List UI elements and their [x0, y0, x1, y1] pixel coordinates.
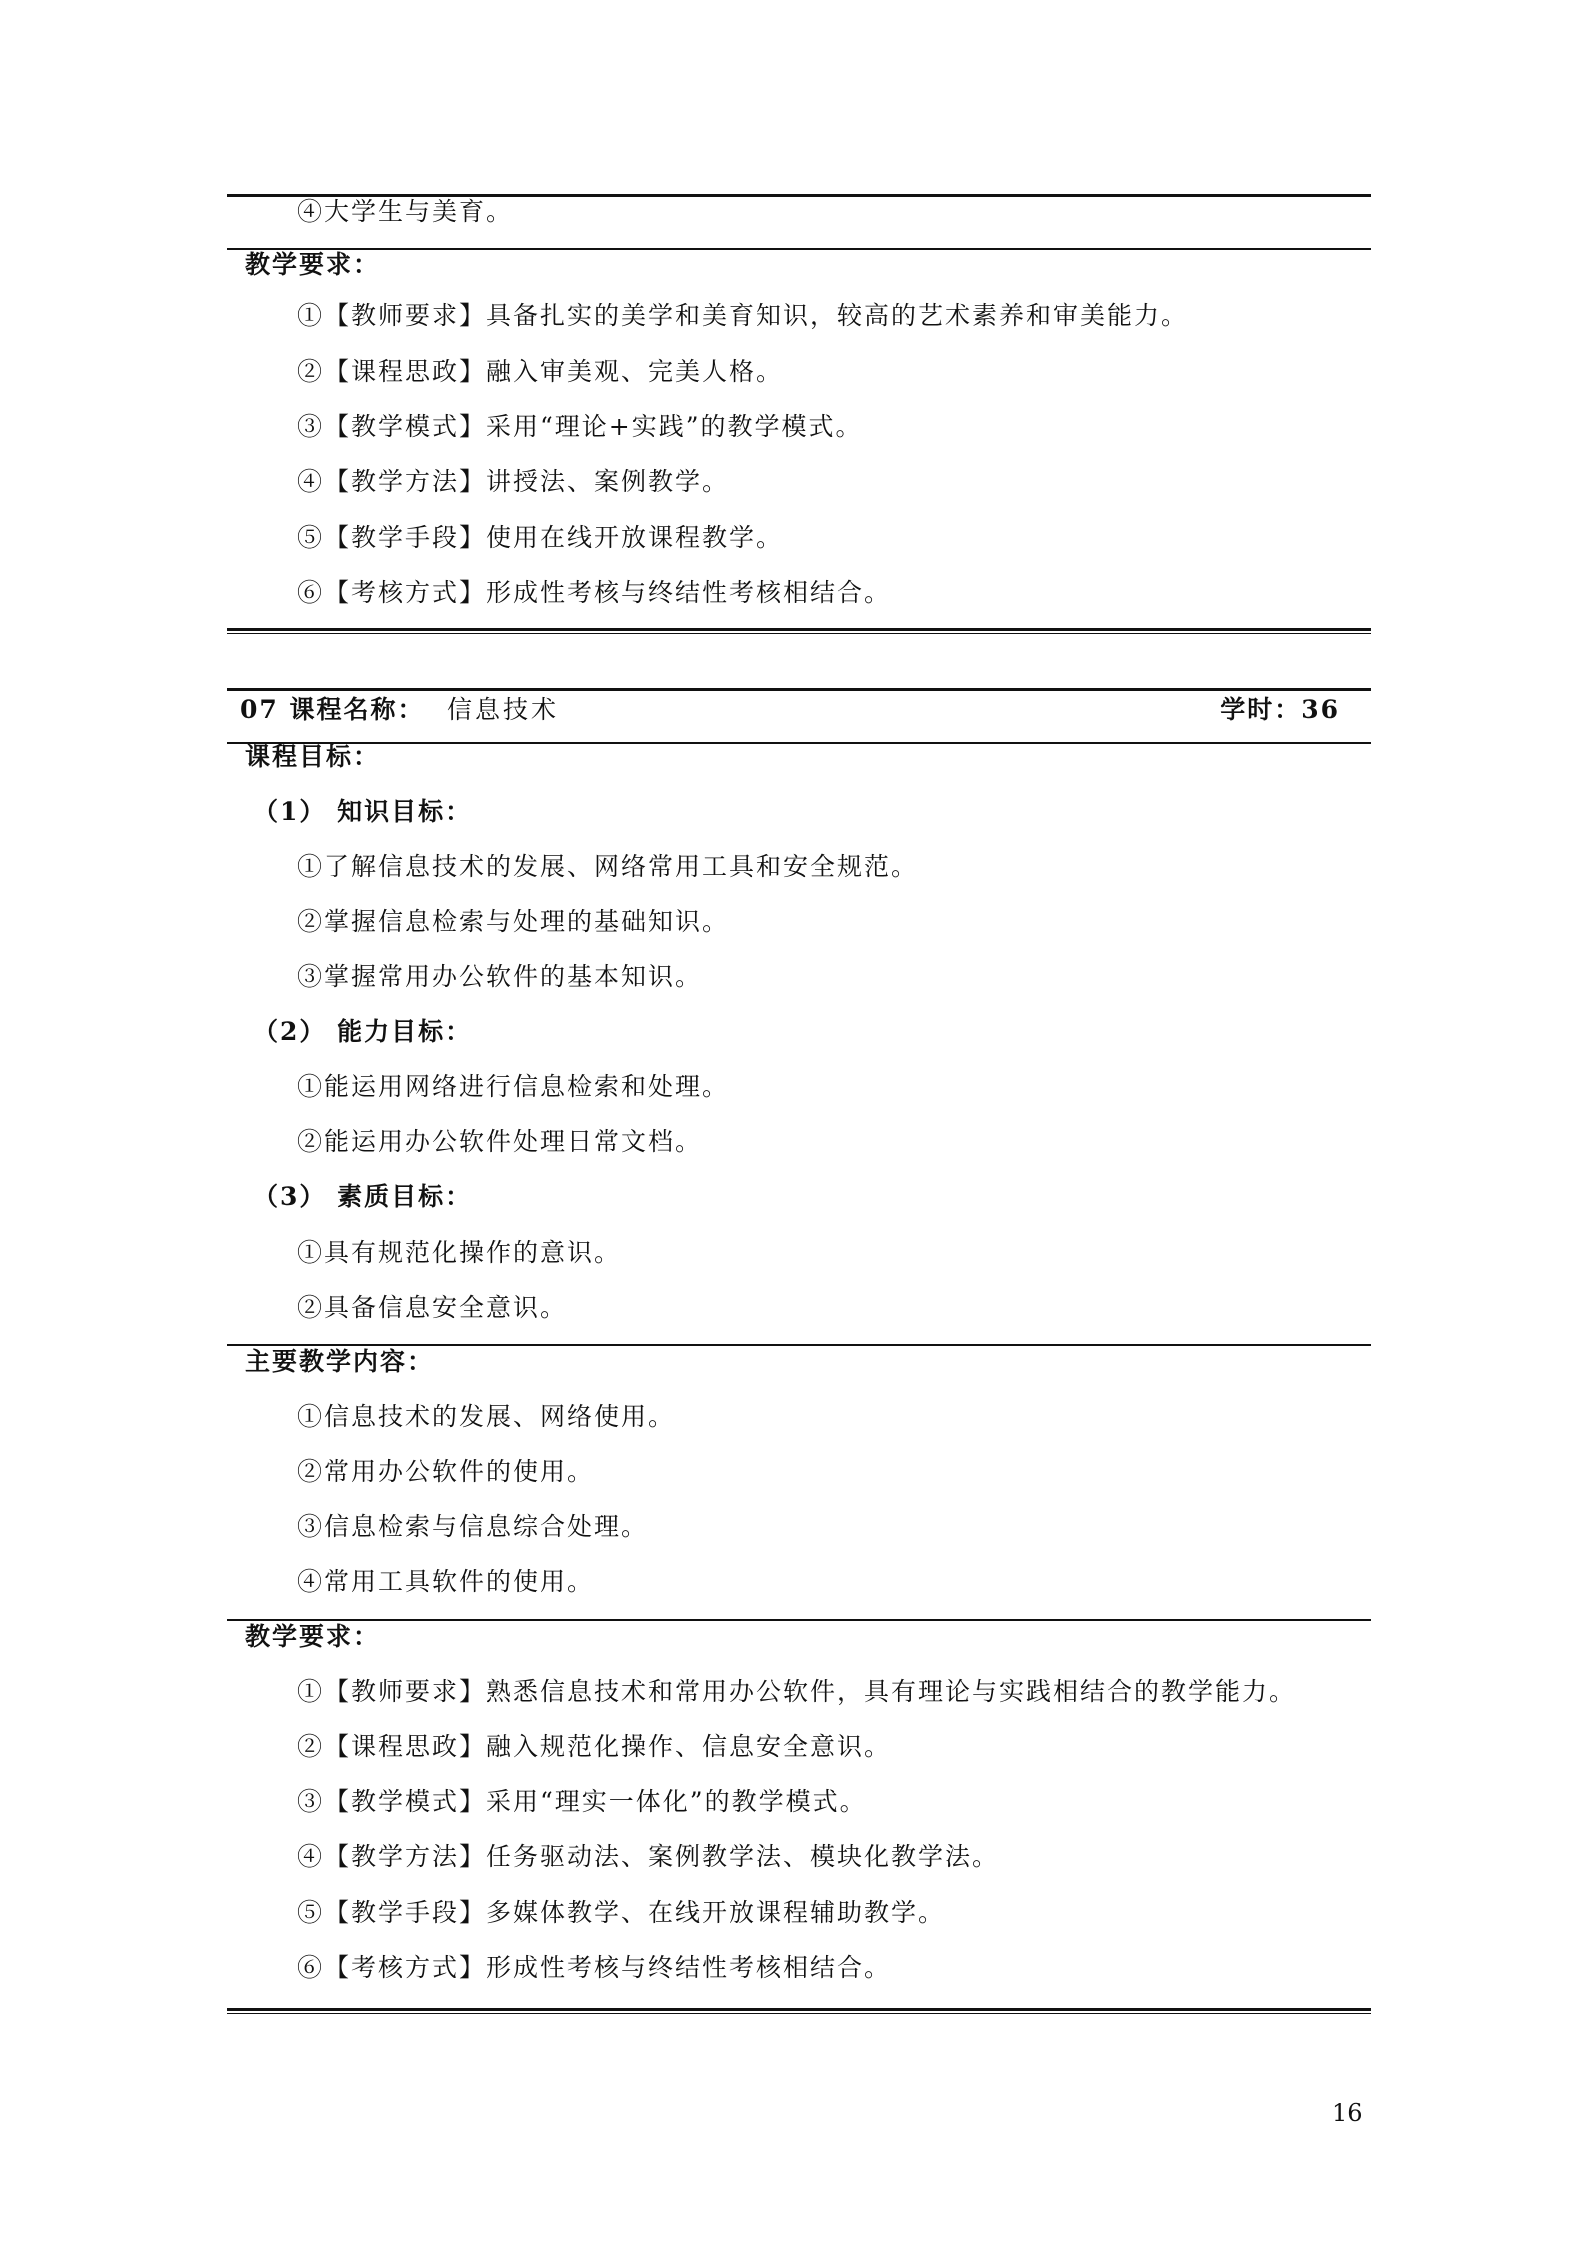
knowledge-goal-title: （1） 知识目标： — [253, 797, 473, 826]
quality-goal-item: ①具有规范化操作的意识。 — [297, 1238, 622, 1267]
requirement-item: ①【教师要求】熟悉信息技术和常用办公软件，具有理论与实践相结合的教学能力。 — [297, 1677, 1297, 1706]
quality-goal-title: （3） 素质目标： — [253, 1182, 473, 1211]
prev-requirement-item: ②【课程思政】融入审美观、完美人格。 — [297, 357, 784, 386]
requirements-title: 教学要求： — [245, 1622, 381, 1651]
content-item: ③信息检索与信息综合处理。 — [297, 1512, 649, 1541]
prev-requirement-item: ⑥【考核方式】形成性考核与终结性考核相结合。 — [297, 578, 892, 607]
prev-requirement-item: ④【教学方法】讲授法、案例教学。 — [297, 467, 730, 496]
section-divider — [227, 742, 1371, 744]
course-name: 信息技术 — [447, 695, 560, 724]
block-end-rule — [227, 2008, 1371, 2014]
requirement-item: ⑤【教学手段】多媒体教学、在线开放课程辅助教学。 — [297, 1898, 946, 1927]
prev-requirement-item: ⑤【教学手段】使用在线开放课程教学。 — [297, 523, 784, 552]
ability-goal-item: ①能运用网络进行信息检索和处理。 — [297, 1072, 730, 1101]
knowledge-goal-item: ①了解信息技术的发展、网络常用工具和安全规范。 — [297, 852, 919, 881]
course-top-rule — [227, 688, 1371, 691]
ability-goal-item: ②能运用办公软件处理日常文档。 — [297, 1127, 703, 1156]
content-item: ④常用工具软件的使用。 — [297, 1567, 595, 1596]
requirement-item: ④【教学方法】任务驱动法、案例教学法、模块化教学法。 — [297, 1842, 1000, 1871]
content-item: ②常用办公软件的使用。 — [297, 1457, 595, 1486]
requirement-item: ⑥【考核方式】形成性考核与终结性考核相结合。 — [297, 1953, 892, 1982]
section-divider — [227, 248, 1371, 250]
requirement-item: ②【课程思政】融入规范化操作、信息安全意识。 — [297, 1732, 892, 1761]
content-title: 主要教学内容： — [245, 1347, 435, 1376]
content-item: ①信息技术的发展、网络使用。 — [297, 1402, 676, 1431]
page-number: 16 — [1332, 2099, 1363, 2127]
prev-requirements-title: 教学要求： — [245, 250, 381, 279]
requirement-item: ③【教学模式】采用“理实一体化”的教学模式。 — [297, 1787, 867, 1816]
course-name-label: 07 课程名称： — [240, 695, 425, 724]
prev-content-item: ④大学生与美育。 — [297, 197, 514, 226]
ability-goal-title: （2） 能力目标： — [253, 1017, 473, 1046]
course-header — [240, 692, 1340, 728]
block-end-rule — [227, 628, 1371, 634]
knowledge-goal-item: ③掌握常用办公软件的基本知识。 — [297, 962, 703, 991]
section-divider — [227, 1619, 1371, 1621]
goals-title: 课程目标： — [245, 742, 381, 771]
course-hours: 学时：36 — [1220, 695, 1340, 724]
prev-requirement-item: ③【教学模式】采用“理论+实践”的教学模式。 — [297, 412, 863, 441]
knowledge-goal-item: ②掌握信息检索与处理的基础知识。 — [297, 907, 730, 936]
quality-goal-item: ②具备信息安全意识。 — [297, 1293, 568, 1322]
prev-requirement-item: ①【教师要求】具备扎实的美学和美育知识，较高的艺术素养和审美能力。 — [297, 301, 1189, 330]
